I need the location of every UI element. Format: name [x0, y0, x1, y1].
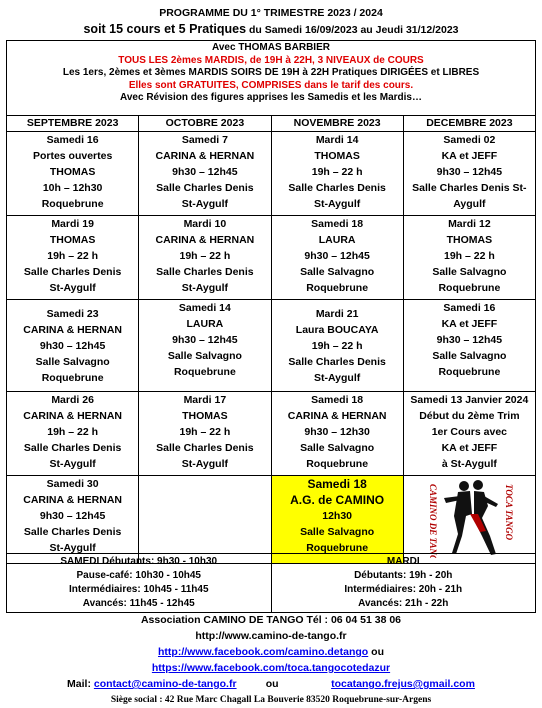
month-header: NOVEMBRE 2023 [271, 116, 403, 132]
session-teacher: CARINA & HERNAN [23, 410, 123, 422]
session-room: Salle Salvagno [35, 356, 110, 368]
session-room: Salle Salvagno [432, 266, 507, 278]
ag-cell [271, 476, 403, 564]
schedule-row [7, 392, 536, 476]
session-cell [7, 132, 139, 216]
schedule-row [7, 216, 536, 300]
session-place: St-Aygulf [49, 542, 96, 554]
session-time: 19h – 22 h [443, 250, 495, 262]
ag-time: 12h30 [322, 510, 353, 522]
session-day: Mardi 26 [51, 394, 94, 406]
session-cell [403, 300, 535, 392]
session-teacher: THOMAS [49, 234, 96, 246]
dancers-icon [444, 480, 498, 555]
session-room: Salle Charles Denis [23, 266, 122, 278]
session-day: Samedi 16 [443, 302, 496, 314]
month-header: DECEMBRE 2023 [403, 116, 535, 132]
session-time: 9h30 – 12h45 [172, 166, 238, 178]
session-cell [271, 132, 403, 216]
session-day: Samedi 30 [46, 478, 99, 490]
facebook-link-toca[interactable]: https://www.facebook.com/toca.tangocotedazur [151, 662, 391, 674]
siege-line: Siège social : 42 Rue Marc Chagall La Bouverie 83520 Roquebrune-sur-Argens [110, 695, 432, 705]
session-place: Aygulf [453, 198, 486, 210]
session-day: Samedi 14 [178, 302, 231, 314]
mail-link-camino[interactable]: contact@camino-de-tango.fr [93, 678, 237, 690]
session-cell [139, 132, 271, 216]
header-title: PROGRAMME DU 1° TRIMESTRE 2023 / 2024 [159, 7, 383, 19]
session-time: 9h30 – 12h30 [304, 426, 370, 438]
mardi-line: Intermédiaires: 20h - 21h [344, 584, 463, 595]
session-teacher: THOMAS [446, 234, 493, 246]
session-time: 9h30 – 12h45 [39, 340, 106, 352]
session-time: 9h30 – 12h45 [39, 510, 106, 522]
session-room: Salle Charles Denis [156, 442, 254, 454]
session-teacher: Laura BOUCAYA [295, 324, 379, 336]
session-day: Mardi 10 [183, 218, 227, 230]
session-cell [271, 392, 403, 476]
session-room: Salle Charles Denis [156, 266, 254, 278]
samedi-line: Intermédiaires: 10h45 - 11h45 [68, 584, 209, 595]
session-day: Samedi 7 [181, 134, 228, 146]
ag-day: Samedi 18 [307, 477, 367, 491]
intro-line-gratuites: Elles sont GRATUITES, COMPRISES dans le tarif des cours. [128, 79, 414, 91]
session-time: 9h30 – 12h45 [304, 250, 370, 262]
session-note: Début du 2ème Trim [419, 410, 520, 422]
schedule-body [7, 132, 536, 564]
session-day: Samedi 16 [46, 134, 99, 146]
levels-schedule [6, 553, 536, 613]
session-cell [139, 300, 271, 392]
tango-logo [404, 476, 534, 558]
or-text: ou [368, 646, 384, 658]
session-room: Salle Salvagno [300, 442, 375, 454]
header-subtitle-main: soit 15 cours et 5 Pratiques [83, 22, 247, 36]
session-time: 10h – 12h30 [42, 182, 103, 194]
session-place: Roquebrune [438, 366, 501, 378]
ag-title: A.G. de CAMINO [290, 493, 385, 507]
session-cell [403, 216, 535, 300]
session-day: Mardi 17 [183, 394, 227, 406]
header-subtitle [6, 20, 536, 38]
session-teacher: KA et JEFF [441, 150, 498, 162]
samedi-levels [7, 554, 272, 613]
session-place: Roquebrune [41, 372, 104, 384]
session-teacher: CARINA & HERNAN [23, 494, 123, 506]
session-day: Samedi 23 [46, 308, 99, 320]
session-place: Roquebrune [41, 198, 104, 210]
ag-place: Roquebrune [306, 542, 369, 554]
session-teacher: LAURA [186, 318, 224, 330]
session-place: Roquebrune [306, 458, 369, 470]
schedule-row [7, 476, 536, 564]
session-time: 19h – 22 h [311, 166, 363, 178]
session-room: Salle Charles Denis [288, 356, 386, 368]
session-room: Salle Charles Denis [156, 182, 254, 194]
session-day: Mardi 12 [448, 218, 491, 230]
session-teacher: THOMAS [314, 150, 360, 162]
session-place: Roquebrune [173, 366, 236, 378]
session-teacher: KA et JEFF [441, 318, 498, 330]
session-cell [403, 132, 535, 216]
session-cell [7, 392, 139, 476]
session-time: 9h30 – 12h45 [172, 334, 238, 346]
session-place: St-Aygulf [181, 282, 229, 294]
session-cell [271, 216, 403, 300]
facebook-line [6, 644, 536, 660]
intro-line-mardis: TOUS LES 2èmes MARDIS, de 19H à 22H, 3 NIVEAUX de COURS [118, 54, 424, 66]
logo-left-text: CAMINO DE TANGO [428, 484, 439, 558]
schedule-row [7, 300, 536, 392]
levels-table [6, 553, 536, 613]
program-header [6, 4, 536, 38]
session-cell [7, 300, 139, 392]
session-place: St-Aygulf [181, 198, 229, 210]
month-header: SEPTEMBRE 2023 [7, 116, 139, 132]
session-time: 19h – 22 h [179, 426, 231, 438]
session-place: Roquebrune [306, 282, 369, 294]
session-cell [271, 300, 403, 392]
session-day: Samedi 18 [311, 394, 364, 406]
facebook-link-camino[interactable]: http://www.facebook.com/camino.detango [158, 646, 369, 658]
session-time: 19h – 22 h [47, 426, 99, 438]
session-room: Salle Charles Denis [23, 526, 122, 538]
session-room: Salle Salvagno [300, 266, 375, 278]
session-day: Mardi 14 [315, 134, 359, 146]
samedi-line: Avancés: 11h45 - 12h45 [82, 598, 195, 609]
mardi-levels [271, 554, 536, 613]
mardi-line: Débutants: 19h - 20h [354, 570, 453, 581]
session-room: Salle Salvagno [432, 350, 507, 362]
session-place: St-Aygulf [49, 282, 96, 294]
session-cell [403, 392, 535, 476]
mardi-line: Avancés: 21h - 22h [358, 598, 449, 609]
session-place: Roquebrune [438, 282, 501, 294]
session-room: Salle Salvagno [167, 350, 242, 362]
mail-line [6, 676, 536, 692]
session-teacher: THOMAS [182, 410, 228, 422]
ag-room: Salle Salvagno [300, 526, 375, 538]
logo-right-text: TOCA TANGO [504, 484, 515, 541]
session-room: Salle Charles Denis [23, 442, 122, 454]
session-teacher: Portes ouvertes [32, 150, 113, 162]
website-link[interactable]: http://www.camino-de-tango.fr [195, 630, 347, 642]
session-time: 19h – 22 h [47, 250, 99, 262]
schedule-grid [6, 115, 536, 564]
session-time: 19h – 22 h [311, 340, 363, 352]
session-cell [7, 216, 139, 300]
session-day: Samedi 18 [311, 218, 364, 230]
intro-line-teacher: Avec THOMAS BARBIER [212, 42, 330, 53]
session-place: St-Aygulf [313, 198, 361, 210]
header-subtitle-dates: du Samedi 16/09/2023 au Jeudi 31/12/2023 [246, 24, 459, 36]
session-time: 9h30 – 12h45 [436, 166, 503, 178]
session-place: St-Aygulf [181, 458, 229, 470]
session-room: Salle Charles Denis St- [412, 182, 527, 194]
association-line: Association CAMINO DE TANGO Tél : 06 04 51 38 06 [140, 614, 402, 626]
session-place: St-Aygulf [313, 372, 361, 384]
session-day: Samedi 13 Janvier 2024 [410, 394, 529, 406]
session-room: Salle Charles Denis [288, 182, 386, 194]
session-day: Mardi 21 [315, 308, 359, 320]
session-teacher: CARINA & HERNAN [287, 410, 387, 422]
month-header: OCTOBRE 2023 [139, 116, 271, 132]
levels-row [7, 554, 536, 613]
session-place: St-Aygulf [49, 458, 96, 470]
contact-block [6, 612, 536, 708]
facebook-line-2 [6, 660, 536, 676]
logo-cell [403, 476, 535, 564]
session-note: 1er Cours avec [431, 426, 508, 438]
empty-cell [139, 476, 271, 564]
intro-box [6, 40, 536, 116]
session-time: 19h – 22 h [179, 250, 231, 262]
schedule-row [7, 132, 536, 216]
session-teacher: LAURA [318, 234, 356, 246]
session-teacher: CARINA & HERNAN [155, 150, 255, 162]
mardi-line: MARDI [386, 556, 420, 567]
session-day: Mardi 19 [51, 218, 94, 230]
intro-line-revision: Avec Révision des figures apprises les Samedis et les Mardis… [120, 92, 422, 103]
intro-line-pratiques: Les 1ers, 2èmes et 3èmes MARDIS SOIRS DE 19H à 22H Pratiques DIRIGÉES et LIBRES [62, 67, 480, 78]
mail-label: Mail: [67, 678, 94, 690]
session-cell [139, 392, 271, 476]
session-cell [139, 216, 271, 300]
mail-link-toca[interactable]: tocatango.frejus@gmail.com [331, 678, 475, 690]
session-time: 9h30 – 12h45 [436, 334, 503, 346]
session-cell [7, 476, 139, 564]
session-teacher: CARINA & HERNAN [155, 234, 255, 246]
session-teacher: CARINA & HERNAN [23, 324, 123, 336]
session-teacher-2: THOMAS [49, 166, 96, 178]
session-day: Samedi 02 [443, 134, 496, 146]
samedi-line: SAMEDI Débutants: 9h30 - 10h30 [60, 556, 218, 567]
session-place: à St-Aygulf [441, 458, 497, 470]
or-text: ou [236, 678, 332, 690]
samedi-line: Pause-café: 10h30 - 10h45 [76, 570, 201, 581]
month-header-row [7, 116, 536, 132]
session-teacher: KA et JEFF [441, 442, 498, 454]
